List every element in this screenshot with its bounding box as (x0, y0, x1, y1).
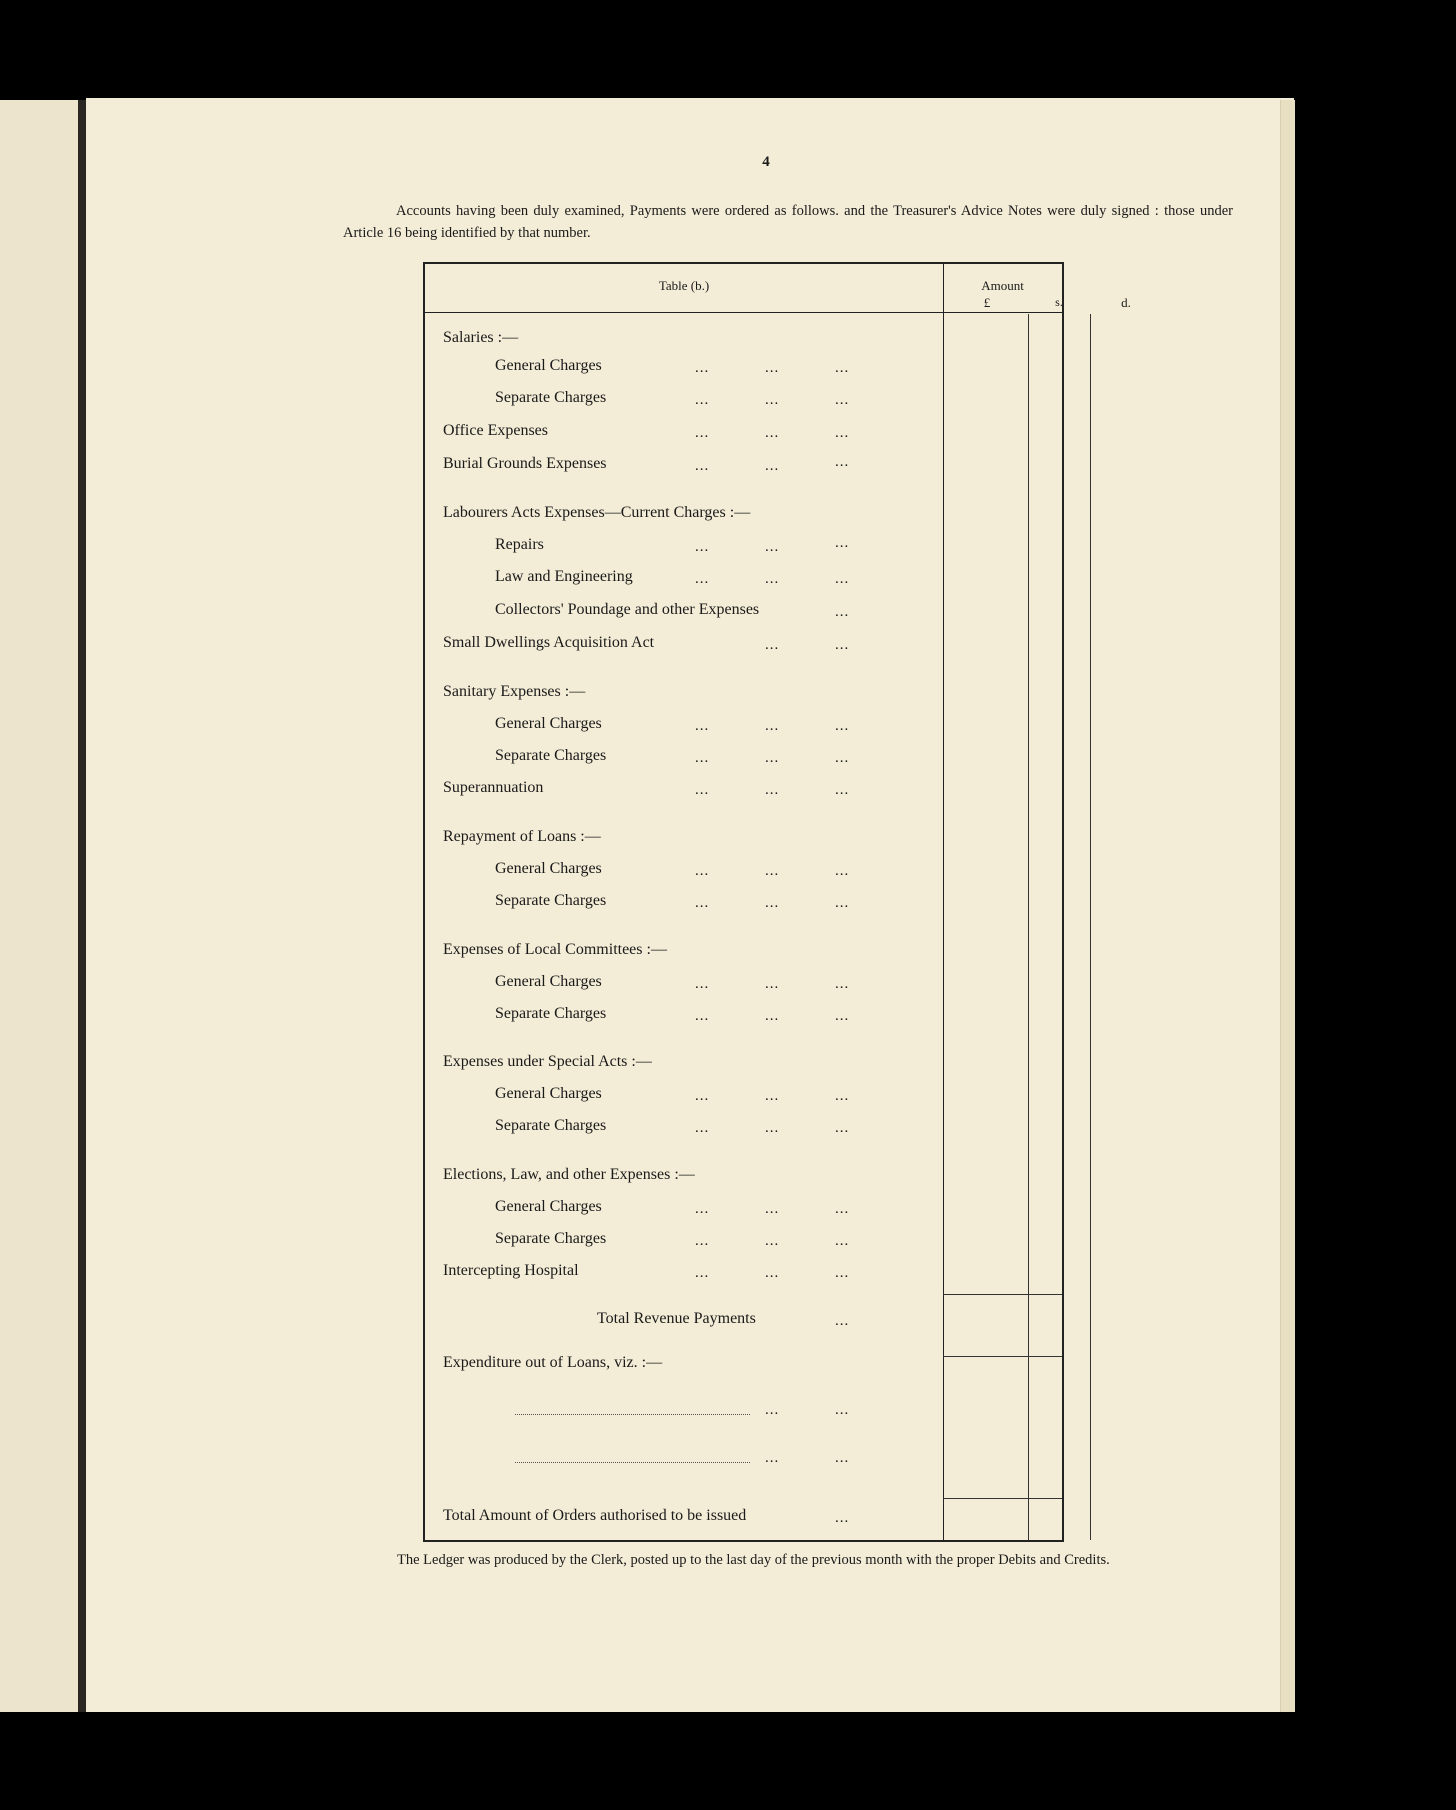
elections-general: General Charges (495, 1198, 602, 1215)
leader-dots: ... (765, 1402, 780, 1418)
local-separate: Separate Charges (495, 1005, 607, 1022)
leader-dots: ... (765, 458, 780, 474)
leader-dots: ... (765, 1233, 780, 1249)
leader-dots: ... (835, 637, 850, 653)
special-acts-heading: Expenses under Special Acts :— (443, 1053, 652, 1070)
intro-text: Accounts having been duly examined, Payments were ordered as follows. and the Treasurer's Advice Notes were duly signed : those under Article 16 being identified by that number. (343, 203, 1233, 241)
total-rule (943, 1498, 1062, 1499)
total-orders-label: Total Amount of Orders authorised to be issued (443, 1507, 747, 1524)
leader-dots: ... (835, 1402, 850, 1418)
leader-dots: ... (835, 1008, 850, 1024)
leader-dots: ... (765, 863, 780, 879)
leader-dots: ... (695, 718, 710, 734)
leader-dots: ... (765, 1120, 780, 1136)
closing-text: The Ledger was produced by the Clerk, posted up to the last day of the previous month with the proper Debits and Credits. (397, 1552, 1110, 1568)
leader-dots: ... (765, 539, 780, 555)
intercepting-hospital: Intercepting Hospital (443, 1262, 579, 1279)
leader-dots: ... (835, 1450, 850, 1466)
leader-dots: ... (695, 1120, 710, 1136)
subtotal-rule-top (943, 1294, 1062, 1295)
leader-dots: ... (695, 425, 710, 441)
collectors-poundage: Collectors' Poundage and other Expenses (495, 601, 760, 618)
special-general: General Charges (495, 1085, 602, 1102)
leader-dots: ... (765, 637, 780, 653)
leader-dots: ... (695, 360, 710, 376)
repairs: Repairs (495, 536, 544, 553)
leader-dots: ... (835, 604, 850, 620)
subtotal-rule-bottom (943, 1356, 1062, 1357)
total-revenue-payments: Total Revenue Payments (597, 1310, 756, 1327)
leader-dots: ... (835, 571, 850, 587)
leader-dots: ... (695, 458, 710, 474)
labourers-heading: Labourers Acts Expenses—Current Charges :— (443, 504, 751, 521)
facing-page (0, 100, 78, 1712)
elections-separate: Separate Charges (495, 1230, 607, 1247)
pounds-header: £ (983, 295, 991, 310)
repayment-general: General Charges (495, 860, 602, 877)
leader-dots: ... (695, 895, 710, 911)
table-title: Table (b.) (658, 278, 710, 293)
leader-dots: ... (695, 1008, 710, 1024)
leader-dots: ... (835, 1120, 850, 1136)
local-committees-heading: Expenses of Local Committees :— (443, 941, 667, 958)
closing-paragraph (339, 1549, 1231, 1572)
leader-dots: ... (695, 1201, 710, 1217)
page-number: 4 (762, 154, 770, 170)
leader-dots: ... (835, 718, 850, 734)
leader-dots: ... (765, 1265, 780, 1281)
leader-dots: ... (765, 360, 780, 376)
sanitary-separate: Separate Charges (495, 747, 607, 764)
leader-dots: ... (835, 895, 850, 911)
leader-dots: ... (695, 976, 710, 992)
office-expenses: Office Expenses (443, 422, 548, 439)
leader-dots: ... (695, 1088, 710, 1104)
repayment-heading: Repayment of Loans :— (443, 828, 601, 845)
leader-dots: ... (765, 1201, 780, 1217)
leader-dots: ... (765, 425, 780, 441)
leader-dots: ... (695, 571, 710, 587)
leader-dots: ... (835, 1265, 850, 1281)
salaries-heading: Salaries :— (443, 329, 519, 346)
law-engineering: Law and Engineering (495, 568, 633, 585)
leader-dots: ... (835, 1510, 850, 1526)
elections-heading: Elections, Law, and other Expenses :— (443, 1166, 695, 1183)
leader-dots: ... (695, 863, 710, 879)
leader-dots: ... (835, 1313, 850, 1329)
superannuation: Superannuation (443, 779, 544, 796)
leader-dots: ... (835, 1233, 850, 1249)
amount-divider (943, 264, 944, 1540)
payments-table (423, 262, 1131, 1542)
local-general: General Charges (495, 973, 602, 990)
intro-paragraph (343, 200, 1233, 244)
leader-dots: ... (835, 750, 850, 766)
sanitary-general: General Charges (495, 715, 602, 732)
pence-header: d. (1121, 295, 1131, 310)
leader-dots: ... (765, 1450, 780, 1466)
leader-dots: ... (695, 750, 710, 766)
special-separate: Separate Charges (495, 1117, 607, 1134)
blank-entry-line (515, 1414, 750, 1415)
leader-dots: ... (835, 863, 850, 879)
loans-expenditure-heading: Expenditure out of Loans, viz. :— (443, 1354, 663, 1371)
leader-dots: ... (835, 454, 850, 470)
shillings-header: s. (1055, 295, 1063, 309)
leader-dots: ... (835, 782, 850, 798)
leader-dots: ... (695, 1233, 710, 1249)
leader-dots: ... (695, 392, 710, 408)
leader-dots: ... (835, 976, 850, 992)
leader-dots: ... (695, 539, 710, 555)
leader-dots: ... (835, 1088, 850, 1104)
leader-dots: ... (765, 1088, 780, 1104)
leader-dots: ... (765, 750, 780, 766)
leader-dots: ... (765, 976, 780, 992)
leader-dots: ... (765, 571, 780, 587)
leader-dots: ... (835, 535, 850, 551)
shillings-divider (1090, 314, 1091, 1540)
salaries-general: General Charges (495, 357, 602, 374)
leader-dots: ... (765, 1008, 780, 1024)
leader-dots: ... (835, 1201, 850, 1217)
book-gutter (78, 100, 86, 1712)
blank-entry-line (515, 1462, 750, 1463)
leader-dots: ... (695, 782, 710, 798)
repayment-separate: Separate Charges (495, 892, 607, 909)
leader-dots: ... (695, 1265, 710, 1281)
amount-header: Amount (981, 278, 1024, 293)
leader-dots: ... (765, 895, 780, 911)
leader-dots: ... (835, 360, 850, 376)
sanitary-heading: Sanitary Expenses :— (443, 683, 586, 700)
leader-dots: ... (835, 425, 850, 441)
small-dwellings: Small Dwellings Acquisition Act (443, 634, 655, 651)
leader-dots: ... (765, 782, 780, 798)
page-edge (1280, 100, 1295, 1712)
leader-dots: ... (765, 392, 780, 408)
leader-dots: ... (765, 718, 780, 734)
header-rule (425, 312, 1062, 313)
salaries-separate: Separate Charges (495, 389, 607, 406)
leader-dots: ... (835, 392, 850, 408)
document-page (86, 98, 1294, 1712)
burial-grounds: Burial Grounds Expenses (443, 455, 607, 472)
